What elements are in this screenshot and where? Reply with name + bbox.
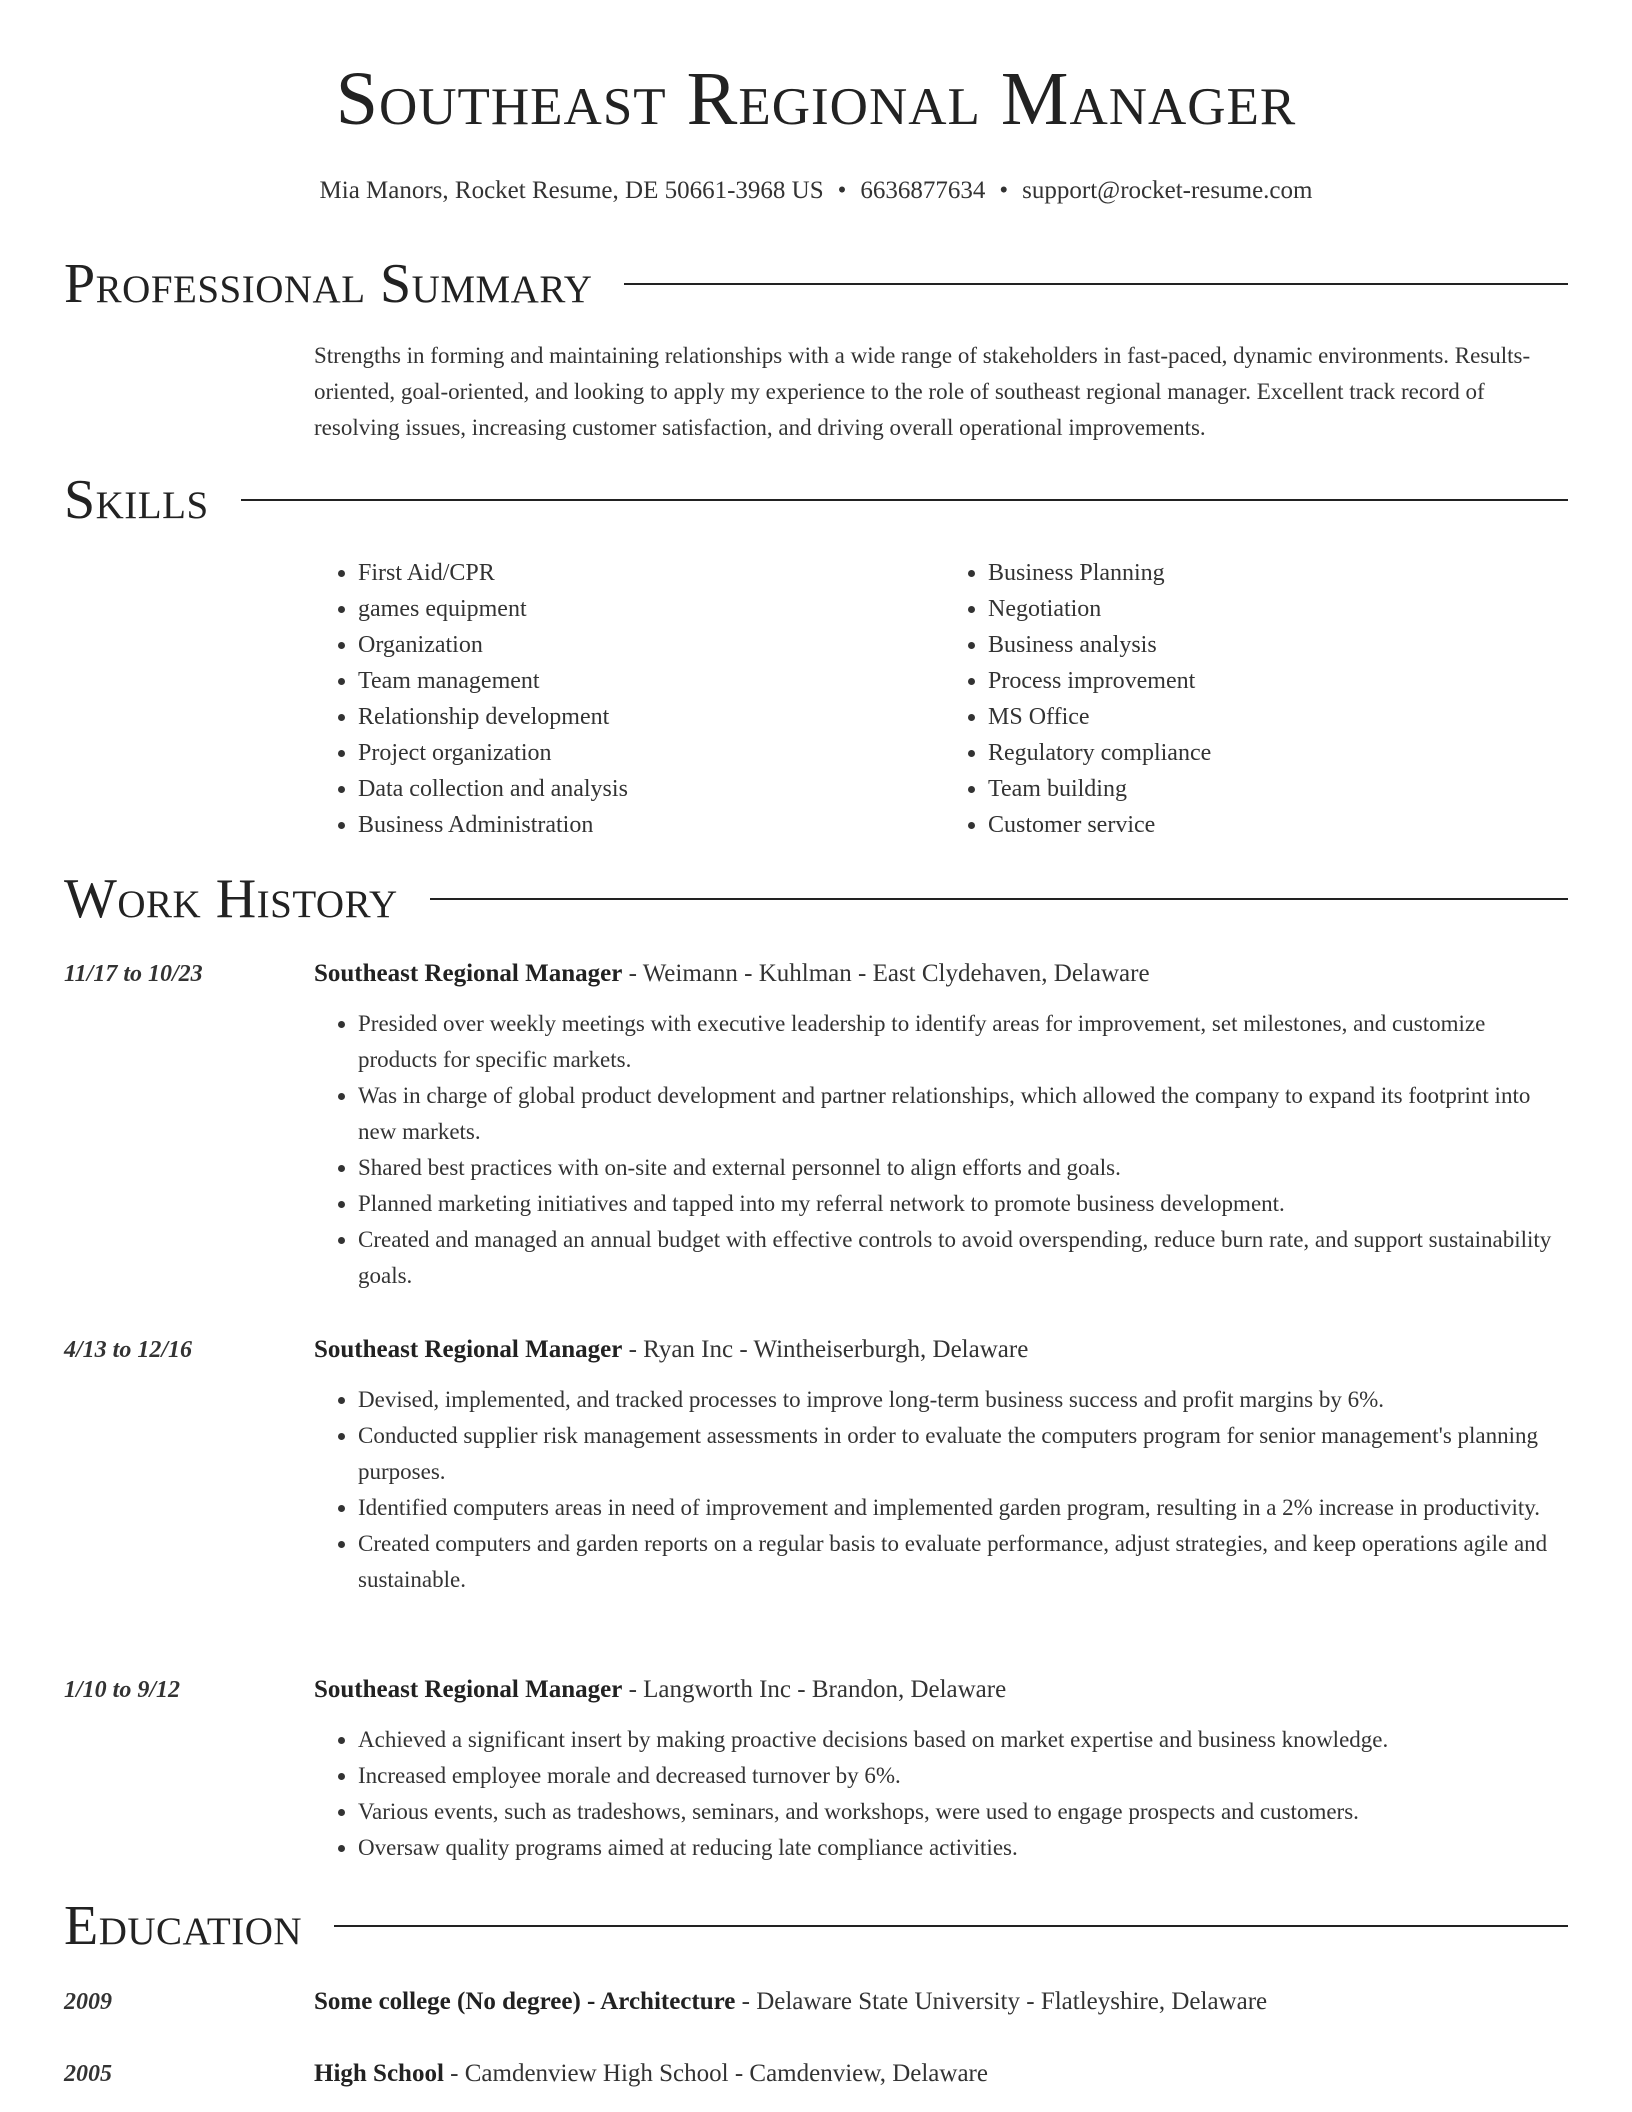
job-bullet: • Achieved a significant insert by making proactive decisions based on market expertise and business knowledge. <box>358 1722 1568 1758</box>
section-divider <box>241 499 1568 501</box>
work-section-header <box>64 867 1568 931</box>
education-year: 2005 <box>64 2061 112 2087</box>
education-heading: Education <box>64 1895 303 1957</box>
skill-item: • Business analysis <box>988 627 1574 663</box>
contact-separator: • <box>999 177 1009 204</box>
summary-text: Strengths in forming and maintaining relationships with a wide range of stakeholders in fast-paced, dynamic environments. Results-oriented, goal-oriented, and looking to apply my experience to the role of southeast regional manager. Excellent track record of resolving issues, increasing customer satisfaction, and driving overall operational improvements. <box>314 343 1531 440</box>
job-bullet: • Devised, implemented, and tracked processes to improve long-term business success and profit margins by 6%. <box>358 1382 1568 1418</box>
job-title-line <box>314 1332 1568 1368</box>
skill-item: • Regulatory compliance <box>988 735 1574 771</box>
work-heading: Work History <box>64 868 398 930</box>
job-entry <box>64 1332 1568 1598</box>
education-entry <box>64 2056 1568 2092</box>
education-line <box>314 1984 1568 2020</box>
skill-item: • Process improvement <box>988 663 1574 699</box>
section-divider <box>624 283 1568 285</box>
job-title-line <box>314 956 1568 992</box>
contact-email[interactable]: support@rocket-resume.com <box>1022 177 1313 204</box>
job-bullet: • Planned marketing initiatives and tapped into my referral network to promote business development. <box>358 1186 1568 1222</box>
summary-section-header <box>64 252 1568 316</box>
job-company: - Langworth Inc - Brandon, Delaware <box>622 1676 1007 1703</box>
job-bullet: • Identified computers areas in need of improvement and implemented garden program, resulting in a 2% increase in productivity. <box>358 1490 1568 1526</box>
section-divider <box>334 1925 1568 1927</box>
summary-heading: Professional Summary <box>64 253 593 315</box>
skills-column-left <box>314 555 944 843</box>
skill-item: • Project organization <box>358 735 944 771</box>
education-entry <box>64 1984 1568 2020</box>
skill-item: • games equipment <box>358 591 944 627</box>
job-bullet: • Oversaw quality programs aimed at reducing late compliance activities. <box>358 1830 1568 1866</box>
skill-item: • First Aid/CPR <box>358 555 944 591</box>
skills-section-header <box>64 468 1568 532</box>
job-title: Southeast Regional Manager <box>314 1336 623 1363</box>
skills-heading: Skills <box>64 469 209 531</box>
education-section-header <box>64 1894 1568 1958</box>
education-school: - Camdenview High School - Camdenview, Delaware <box>443 2060 988 2087</box>
job-dates: 4/13 to 12/16 <box>64 1337 193 1363</box>
job-company: - Ryan Inc - Wintheiserburgh, Delaware <box>622 1336 1029 1363</box>
skill-item: • Business Administration <box>358 807 944 843</box>
contact-address: Mia Manors, Rocket Resume, DE 50661-3968 US <box>319 177 824 204</box>
skill-item: • MS Office <box>988 699 1574 735</box>
job-entry <box>64 956 1568 1294</box>
skill-item: • Organization <box>358 627 944 663</box>
skill-item: • Relationship development <box>358 699 944 735</box>
education-year: 2009 <box>64 1989 112 2015</box>
education-school: - Delaware State University - Flatleyshire, Delaware <box>735 1988 1268 2015</box>
job-bullet: • Various events, such as tradeshows, seminars, and workshops, were used to engage prospects and customers. <box>358 1794 1568 1830</box>
resume-title: Southeast Regional Manager <box>335 57 1297 141</box>
skill-item: • Data collection and analysis <box>358 771 944 807</box>
job-bullet: • Shared best practices with on-site and external personnel to align efforts and goals. <box>358 1150 1568 1186</box>
education-degree: Some college (No degree) - Architecture <box>314 1988 736 2015</box>
job-bullet: • Presided over weekly meetings with executive leadership to identify areas for improvement, set milestones, and customize products for specific markets. <box>358 1006 1568 1078</box>
job-title: Southeast Regional Manager <box>314 960 623 987</box>
job-dates: 11/17 to 10/23 <box>64 961 203 987</box>
job-bullets <box>314 1722 1568 1866</box>
contact-separator: • <box>837 177 847 204</box>
contact-phone: 6636877634 <box>860 177 986 204</box>
skill-item: • Team management <box>358 663 944 699</box>
job-title: Southeast Regional Manager <box>314 1676 623 1703</box>
job-bullet: • Conducted supplier risk management assessments in order to evaluate the computers program for senior management's planning purposes. <box>358 1418 1568 1490</box>
job-entry <box>64 1672 1568 1866</box>
job-dates: 1/10 to 9/12 <box>64 1677 181 1703</box>
skills-list <box>314 555 1574 843</box>
contact-line <box>0 176 1632 206</box>
job-bullets <box>314 1006 1568 1294</box>
education-line <box>314 2056 1568 2092</box>
education-degree: High School <box>314 2060 444 2087</box>
skill-item: • Negotiation <box>988 591 1574 627</box>
job-title-line <box>314 1672 1568 1708</box>
job-bullet: • Increased employee morale and decreased turnover by 6%. <box>358 1758 1568 1794</box>
skills-column-right <box>944 555 1574 843</box>
skill-item: • Customer service <box>988 807 1574 843</box>
job-company: - Weimann - Kuhlman - East Clydehaven, Delaware <box>622 960 1150 987</box>
section-divider <box>430 898 1568 900</box>
skill-item: • Business Planning <box>988 555 1574 591</box>
job-bullet: • Was in charge of global product development and partner relationships, which allowed the company to expand its footprint into new markets. <box>358 1078 1568 1150</box>
job-bullet: • Created computers and garden reports on a regular basis to evaluate performance, adjust strategies, and keep operations agile and sustainable. <box>358 1526 1568 1598</box>
skill-item: • Team building <box>988 771 1574 807</box>
job-bullet: • Created and managed an annual budget with effective controls to avoid overspending, reduce burn rate, and support sustainability goals. <box>358 1222 1568 1294</box>
job-bullets <box>314 1382 1568 1598</box>
